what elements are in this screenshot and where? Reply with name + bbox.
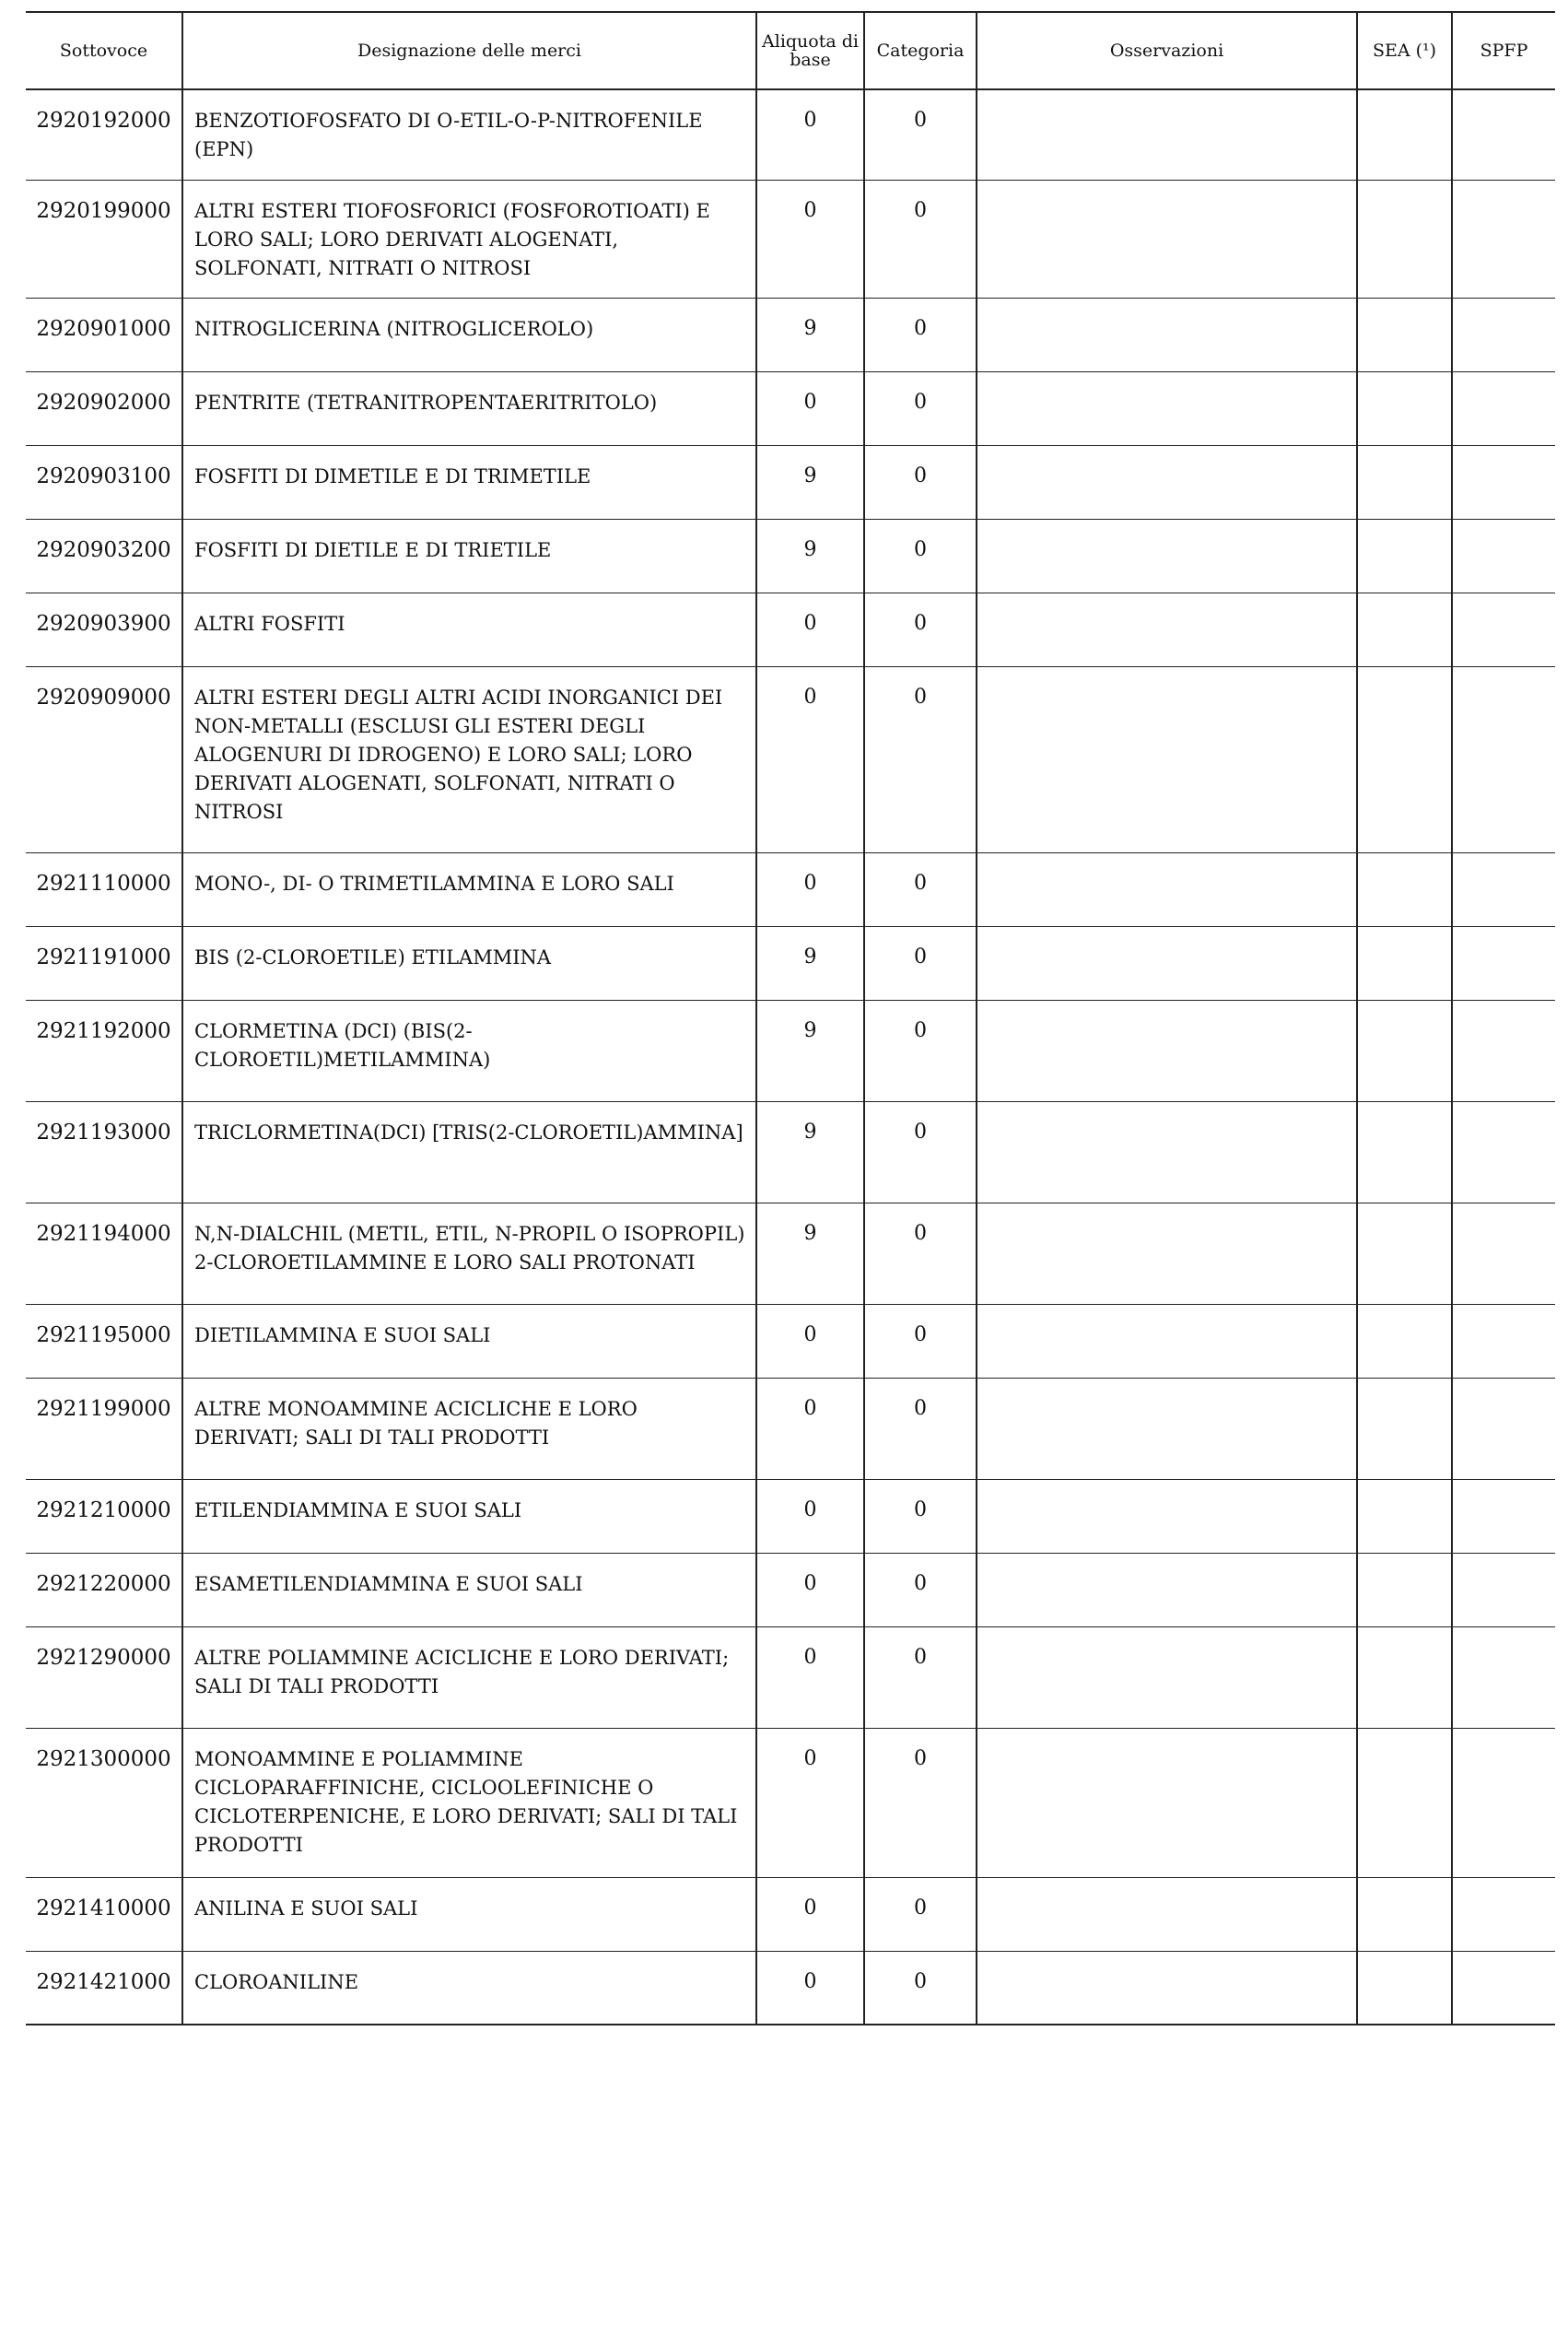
observations-cell — [977, 1101, 1357, 1203]
description-cell: MONO-, DI- O TRIMETILAMMINA E LORO SALI — [182, 852, 756, 926]
sea-cell — [1357, 1626, 1452, 1728]
spfp-cell — [1452, 1951, 1555, 2025]
rate-cell: 0 — [756, 593, 864, 666]
code-cell: 2921195000 — [26, 1304, 182, 1378]
description-cell: FOSFITI DI DIMETILE E DI TRIMETILE — [182, 445, 756, 519]
table-row — [26, 1479, 1555, 1553]
observations-cell — [977, 519, 1357, 593]
code-cell: 2921410000 — [26, 1877, 182, 1951]
observations-cell — [977, 1000, 1357, 1101]
spfp-cell — [1452, 1203, 1555, 1304]
spfp-cell — [1452, 1378, 1555, 1479]
spfp-cell — [1452, 1728, 1555, 1877]
observations-cell — [977, 445, 1357, 519]
description-cell: ANILINA E SUOI SALI — [182, 1877, 756, 1951]
description-cell: MONOAMMINE E POLIAMMINE CICLOPARAFFINICHE, CICLOOLEFINICHE O CICLOTERPENICHE, E LORO DERIVATI; SALI DI TALI PRODOTTI — [182, 1728, 756, 1877]
code-cell: 2921199000 — [26, 1378, 182, 1479]
rate-cell: 9 — [756, 926, 864, 1000]
table-row — [26, 926, 1555, 1000]
category-cell: 0 — [864, 1304, 977, 1378]
observations-cell — [977, 1728, 1357, 1877]
rate-cell: 0 — [756, 180, 864, 298]
table-row — [26, 1304, 1555, 1378]
spfp-cell — [1452, 926, 1555, 1000]
description-cell: PENTRITE (TETRANITROPENTAERITRITOLO) — [182, 371, 756, 445]
sea-cell — [1357, 666, 1452, 852]
spfp-cell — [1452, 519, 1555, 593]
rate-cell: 0 — [756, 1728, 864, 1877]
category-cell: 0 — [864, 852, 977, 926]
table-row — [26, 371, 1555, 445]
table-row — [26, 852, 1555, 926]
spfp-cell — [1452, 666, 1555, 852]
sea-cell — [1357, 298, 1452, 371]
code-cell: 2920903900 — [26, 593, 182, 666]
header-sea: SEA (¹) — [1357, 12, 1452, 89]
category-cell: 0 — [864, 1728, 977, 1877]
table-body — [26, 89, 1555, 2025]
header-rate: Aliquota di base — [756, 12, 864, 89]
sea-cell — [1357, 1000, 1452, 1101]
description-cell: CLORMETINA (DCI) (BIS(2-CLOROETIL)METILAMMINA) — [182, 1000, 756, 1101]
description-cell: ALTRI ESTERI DEGLI ALTRI ACIDI INORGANICI DEI NON-METALLI (ESCLUSI GLI ESTERI DEGLI ALOGENURI DI IDROGENO) E LORO SALI; LORO DERIVATI ALOGENATI, SOLFONATI, NITRATI O NITROSI — [182, 666, 756, 852]
table-row — [26, 180, 1555, 298]
rate-cell: 0 — [756, 1553, 864, 1626]
spfp-cell — [1452, 1877, 1555, 1951]
header-observations: Osservazioni — [977, 12, 1357, 89]
observations-cell — [977, 852, 1357, 926]
code-cell: 2921193000 — [26, 1101, 182, 1203]
observations-cell — [977, 1951, 1357, 2025]
table-row — [26, 1101, 1555, 1203]
category-cell: 0 — [864, 1378, 977, 1479]
observations-cell — [977, 593, 1357, 666]
category-cell: 0 — [864, 1203, 977, 1304]
rate-cell: 0 — [756, 666, 864, 852]
spfp-cell — [1452, 1304, 1555, 1378]
sea-cell — [1357, 1479, 1452, 1553]
table-row — [26, 1728, 1555, 1877]
category-cell: 0 — [864, 666, 977, 852]
code-cell: 2920902000 — [26, 371, 182, 445]
description-cell: TRICLORMETINA(DCI) [TRIS(2-CLOROETIL)AMMINA] — [182, 1101, 756, 1203]
sea-cell — [1357, 852, 1452, 926]
observations-cell — [977, 1626, 1357, 1728]
description-cell: ALTRE MONOAMMINE ACICLICHE E LORO DERIVATI; SALI DI TALI PRODOTTI — [182, 1378, 756, 1479]
sea-cell — [1357, 445, 1452, 519]
sea-cell — [1357, 1101, 1452, 1203]
spfp-cell — [1452, 1626, 1555, 1728]
category-cell: 0 — [864, 1951, 977, 2025]
category-cell: 0 — [864, 519, 977, 593]
code-cell: 2920903200 — [26, 519, 182, 593]
observations-cell — [977, 1479, 1357, 1553]
header-description: Designazione delle merci — [182, 12, 756, 89]
category-cell: 0 — [864, 445, 977, 519]
category-cell: 0 — [864, 180, 977, 298]
sea-cell — [1357, 519, 1452, 593]
spfp-cell — [1452, 180, 1555, 298]
rate-cell: 9 — [756, 1203, 864, 1304]
category-cell: 0 — [864, 1479, 977, 1553]
description-cell: BIS (2-CLOROETILE) ETILAMMINA — [182, 926, 756, 1000]
category-cell: 0 — [864, 1553, 977, 1626]
table-row — [26, 298, 1555, 371]
observations-cell — [977, 180, 1357, 298]
observations-cell — [977, 1877, 1357, 1951]
observations-cell — [977, 371, 1357, 445]
description-cell: BENZOTIOFOSFATO DI O-ETIL-O-P-NITROFENILE (EPN) — [182, 89, 756, 180]
code-cell: 2920199000 — [26, 180, 182, 298]
code-cell: 2921220000 — [26, 1553, 182, 1626]
spfp-cell — [1452, 298, 1555, 371]
code-cell: 2920901000 — [26, 298, 182, 371]
rate-cell: 0 — [756, 89, 864, 180]
rate-cell: 0 — [756, 1626, 864, 1728]
rate-cell: 9 — [756, 1101, 864, 1203]
category-cell: 0 — [864, 1101, 977, 1203]
tariff-table — [26, 11, 1555, 2025]
code-cell: 2920903100 — [26, 445, 182, 519]
observations-cell — [977, 1304, 1357, 1378]
category-cell: 0 — [864, 371, 977, 445]
category-cell: 0 — [864, 593, 977, 666]
spfp-cell — [1452, 852, 1555, 926]
code-cell: 2921194000 — [26, 1203, 182, 1304]
sea-cell — [1357, 1203, 1452, 1304]
sea-cell — [1357, 1951, 1452, 2025]
category-cell: 0 — [864, 1877, 977, 1951]
sea-cell — [1357, 89, 1452, 180]
table-row — [26, 666, 1555, 852]
table-row — [26, 1203, 1555, 1304]
table-row — [26, 519, 1555, 593]
code-cell: 2920909000 — [26, 666, 182, 852]
table-row — [26, 1877, 1555, 1951]
rate-cell: 0 — [756, 371, 864, 445]
table-row — [26, 445, 1555, 519]
description-cell: ESAMETILENDIAMMINA E SUOI SALI — [182, 1553, 756, 1626]
description-cell: ALTRI ESTERI TIOFOSFORICI (FOSFOROTIOATI) E LORO SALI; LORO DERIVATI ALOGENATI, SOLFONATI, NITRATI O NITROSI — [182, 180, 756, 298]
description-cell: ETILENDIAMMINA E SUOI SALI — [182, 1479, 756, 1553]
observations-cell — [977, 89, 1357, 180]
code-cell: 2921300000 — [26, 1728, 182, 1877]
category-cell: 0 — [864, 1626, 977, 1728]
description-cell: NITROGLICERINA (NITROGLICEROLO) — [182, 298, 756, 371]
spfp-cell — [1452, 1479, 1555, 1553]
rate-cell: 0 — [756, 1378, 864, 1479]
rate-cell: 0 — [756, 1951, 864, 2025]
header-spfp: SPFP — [1452, 12, 1555, 89]
sea-cell — [1357, 1728, 1452, 1877]
code-cell: 2921110000 — [26, 852, 182, 926]
category-cell: 0 — [864, 926, 977, 1000]
table-row — [26, 1626, 1555, 1728]
description-cell: ALTRE POLIAMMINE ACICLICHE E LORO DERIVATI; SALI DI TALI PRODOTTI — [182, 1626, 756, 1728]
description-cell: ALTRI FOSFITI — [182, 593, 756, 666]
sea-cell — [1357, 371, 1452, 445]
rate-cell: 0 — [756, 1479, 864, 1553]
rate-cell: 0 — [756, 1304, 864, 1378]
rate-cell: 9 — [756, 298, 864, 371]
sea-cell — [1357, 593, 1452, 666]
table-row — [26, 1951, 1555, 2025]
observations-cell — [977, 1553, 1357, 1626]
table-row — [26, 1000, 1555, 1101]
spfp-cell — [1452, 1000, 1555, 1101]
sea-cell — [1357, 926, 1452, 1000]
observations-cell — [977, 926, 1357, 1000]
rate-cell: 9 — [756, 519, 864, 593]
description-cell: FOSFITI DI DIETILE E DI TRIETILE — [182, 519, 756, 593]
category-cell: 0 — [864, 1000, 977, 1101]
rate-cell: 0 — [756, 852, 864, 926]
code-cell: 2921421000 — [26, 1951, 182, 2025]
observations-cell — [977, 1378, 1357, 1479]
table-row — [26, 593, 1555, 666]
sea-cell — [1357, 1877, 1452, 1951]
spfp-cell — [1452, 445, 1555, 519]
rate-cell: 0 — [756, 1877, 864, 1951]
category-cell: 0 — [864, 298, 977, 371]
spfp-cell — [1452, 89, 1555, 180]
header-category: Categoria — [864, 12, 977, 89]
category-cell: 0 — [864, 89, 977, 180]
table-row — [26, 1553, 1555, 1626]
sea-cell — [1357, 1304, 1452, 1378]
sea-cell — [1357, 1378, 1452, 1479]
table-row — [26, 1378, 1555, 1479]
observations-cell — [977, 666, 1357, 852]
table-header — [26, 12, 1555, 89]
code-cell: 2921192000 — [26, 1000, 182, 1101]
observations-cell — [977, 1203, 1357, 1304]
code-cell: 2921290000 — [26, 1626, 182, 1728]
rate-cell: 9 — [756, 445, 864, 519]
sea-cell — [1357, 1553, 1452, 1626]
spfp-cell — [1452, 371, 1555, 445]
rate-cell: 9 — [756, 1000, 864, 1101]
code-cell: 2921210000 — [26, 1479, 182, 1553]
spfp-cell — [1452, 593, 1555, 666]
code-cell: 2920192000 — [26, 89, 182, 180]
spfp-cell — [1452, 1101, 1555, 1203]
observations-cell — [977, 298, 1357, 371]
code-cell: 2921191000 — [26, 926, 182, 1000]
description-cell: CLOROANILINE — [182, 1951, 756, 2025]
table-row — [26, 89, 1555, 180]
description-cell: N,N-DIALCHIL (METIL, ETIL, N-PROPIL O ISOPROPIL) 2-CLOROETILAMMINE E LORO SALI PROTONATI — [182, 1203, 756, 1304]
spfp-cell — [1452, 1553, 1555, 1626]
header-code: Sottovoce — [26, 12, 182, 89]
sea-cell — [1357, 180, 1452, 298]
description-cell: DIETILAMMINA E SUOI SALI — [182, 1304, 756, 1378]
